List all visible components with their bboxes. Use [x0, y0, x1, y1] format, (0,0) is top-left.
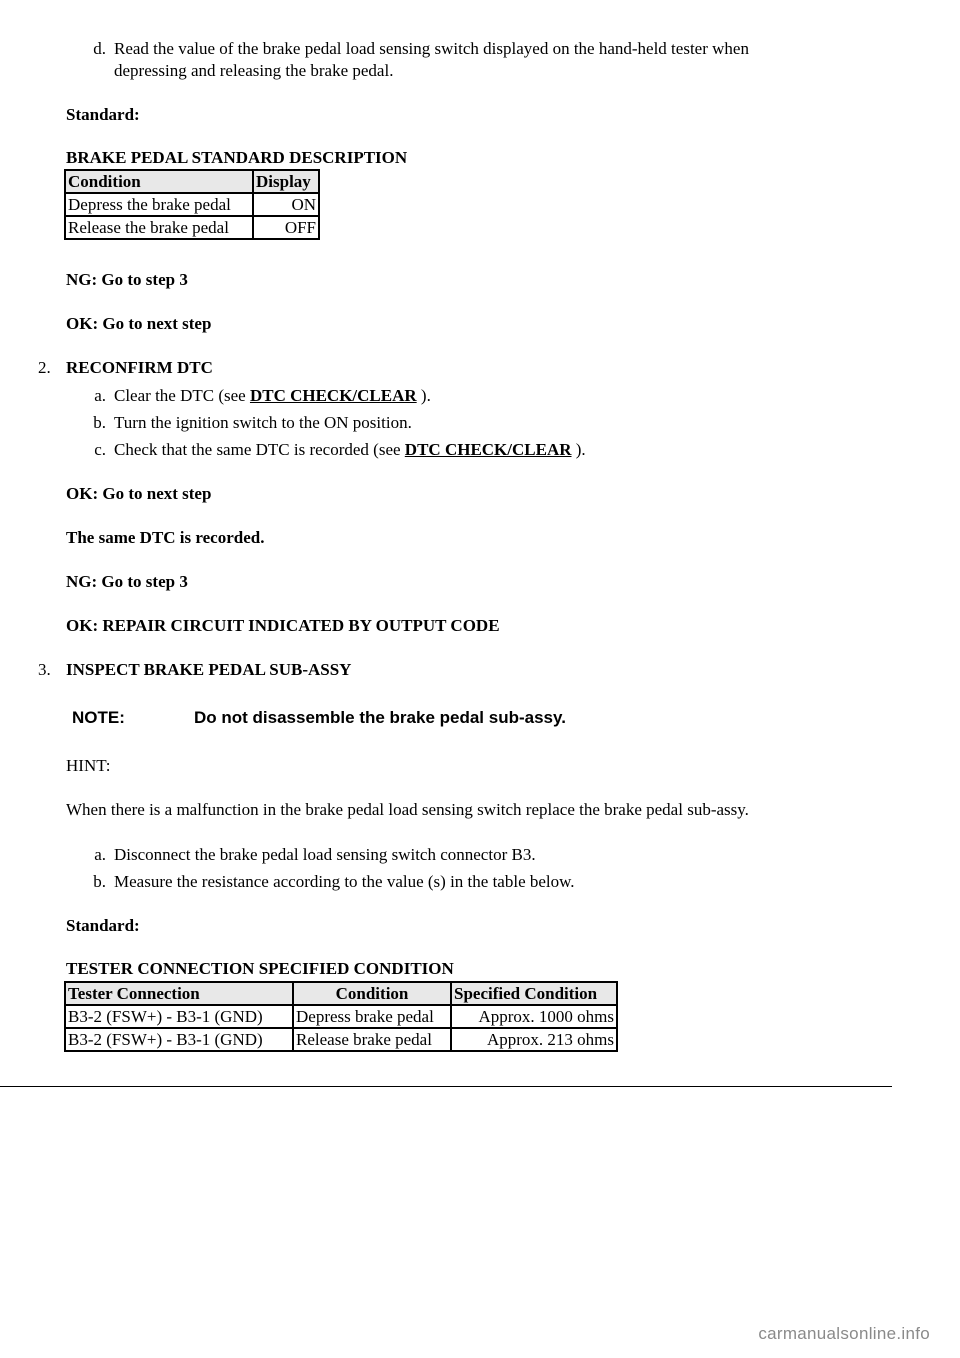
table-cell: Depress brake pedal [293, 1005, 451, 1028]
standard-label-2: Standard: [66, 916, 140, 935]
tester-table-title: TESTER CONNECTION SPECIFIED CONDITION [66, 959, 454, 978]
table-header-cell: Specified Condition [451, 982, 617, 1005]
step-d-line2: depressing and releasing the brake pedal. [114, 61, 394, 80]
item-marker: c. [94, 440, 106, 459]
hint-label: HINT: [66, 756, 111, 775]
dtc-check-clear-link[interactable]: DTC CHECK/CLEAR [249, 386, 417, 405]
table-row [65, 1028, 617, 1051]
same-dtc-text: The same DTC is recorded. [66, 528, 265, 547]
table-row [65, 193, 319, 216]
table-header-cell: Condition [65, 170, 253, 193]
step-d-line1: Read the value of the brake pedal load sensing switch displayed on the hand-held tester when [114, 39, 749, 58]
ng-result-2: NG: Go to step 3 [66, 572, 188, 591]
brake-table-title: BRAKE PEDAL STANDARD DESCRIPTION [66, 148, 408, 167]
table-cell: Approx. 1000 ohms [451, 1005, 617, 1028]
table-header-cell: Condition [293, 982, 451, 1005]
table-cell: Approx. 213 ohms [451, 1028, 617, 1051]
ng-result-1: NG: Go to step 3 [66, 270, 188, 289]
brake-table [64, 169, 320, 240]
table-header-row [65, 170, 319, 193]
table-header-cell: Tester Connection [65, 982, 293, 1005]
table-cell: B3-2 (FSW+) - B3-1 (GND) [65, 1005, 293, 1028]
watermark: carmanualsonline.info [758, 1324, 930, 1343]
table-cell: B3-2 (FSW+) - B3-1 (GND) [65, 1028, 293, 1051]
item-marker: a. [94, 386, 106, 405]
note-label: NOTE: [72, 708, 125, 727]
table-cell: OFF [253, 216, 319, 239]
table-cell: ON [253, 193, 319, 216]
hint-text: When there is a malfunction in the brake pedal load sensing switch replace the brake pedal sub-assy. [66, 800, 749, 819]
item-marker: b. [93, 413, 106, 432]
item-text: Clear the DTC (see [114, 386, 250, 405]
table-cell: Release brake pedal [293, 1028, 451, 1051]
item-text: Measure the resistance according to the value (s) in the table below. [114, 872, 575, 891]
item-marker: b. [93, 872, 106, 891]
item-marker: a. [94, 845, 106, 864]
table-cell: Release the brake pedal [65, 216, 253, 239]
ok-result-2: OK: Go to next step [66, 484, 212, 503]
section-2-title: RECONFIRM DTC [66, 358, 213, 377]
item-text-end: ). [571, 440, 586, 459]
tester-table [64, 981, 618, 1052]
horizontal-rule [0, 1086, 892, 1087]
ok-result-1: OK: Go to next step [66, 314, 212, 333]
table-row [65, 216, 319, 239]
item-text: Disconnect the brake pedal load sensing switch connector B3. [114, 845, 536, 864]
item-text-end: ). [416, 386, 431, 405]
section-3-number: 3. [38, 660, 51, 679]
ok-result-3: OK: REPAIR CIRCUIT INDICATED BY OUTPUT CODE [66, 616, 500, 635]
table-header-cell: Display [253, 170, 319, 193]
note-block [72, 708, 566, 728]
item-text: Turn the ignition switch to the ON position. [114, 413, 412, 432]
step-d-marker: d. [93, 39, 106, 58]
dtc-check-clear-link[interactable]: DTC CHECK/CLEAR [404, 440, 572, 459]
section-3-title: INSPECT BRAKE PEDAL SUB-ASSY [66, 660, 352, 679]
item-text: Check that the same DTC is recorded (see [114, 440, 405, 459]
table-cell: Depress the brake pedal [65, 193, 253, 216]
table-row [65, 1005, 617, 1028]
note-text: Do not disassemble the brake pedal sub-assy. [194, 708, 566, 727]
table-header-row [65, 982, 617, 1005]
standard-label-1: Standard: [66, 105, 140, 124]
section-2-number: 2. [38, 358, 51, 377]
